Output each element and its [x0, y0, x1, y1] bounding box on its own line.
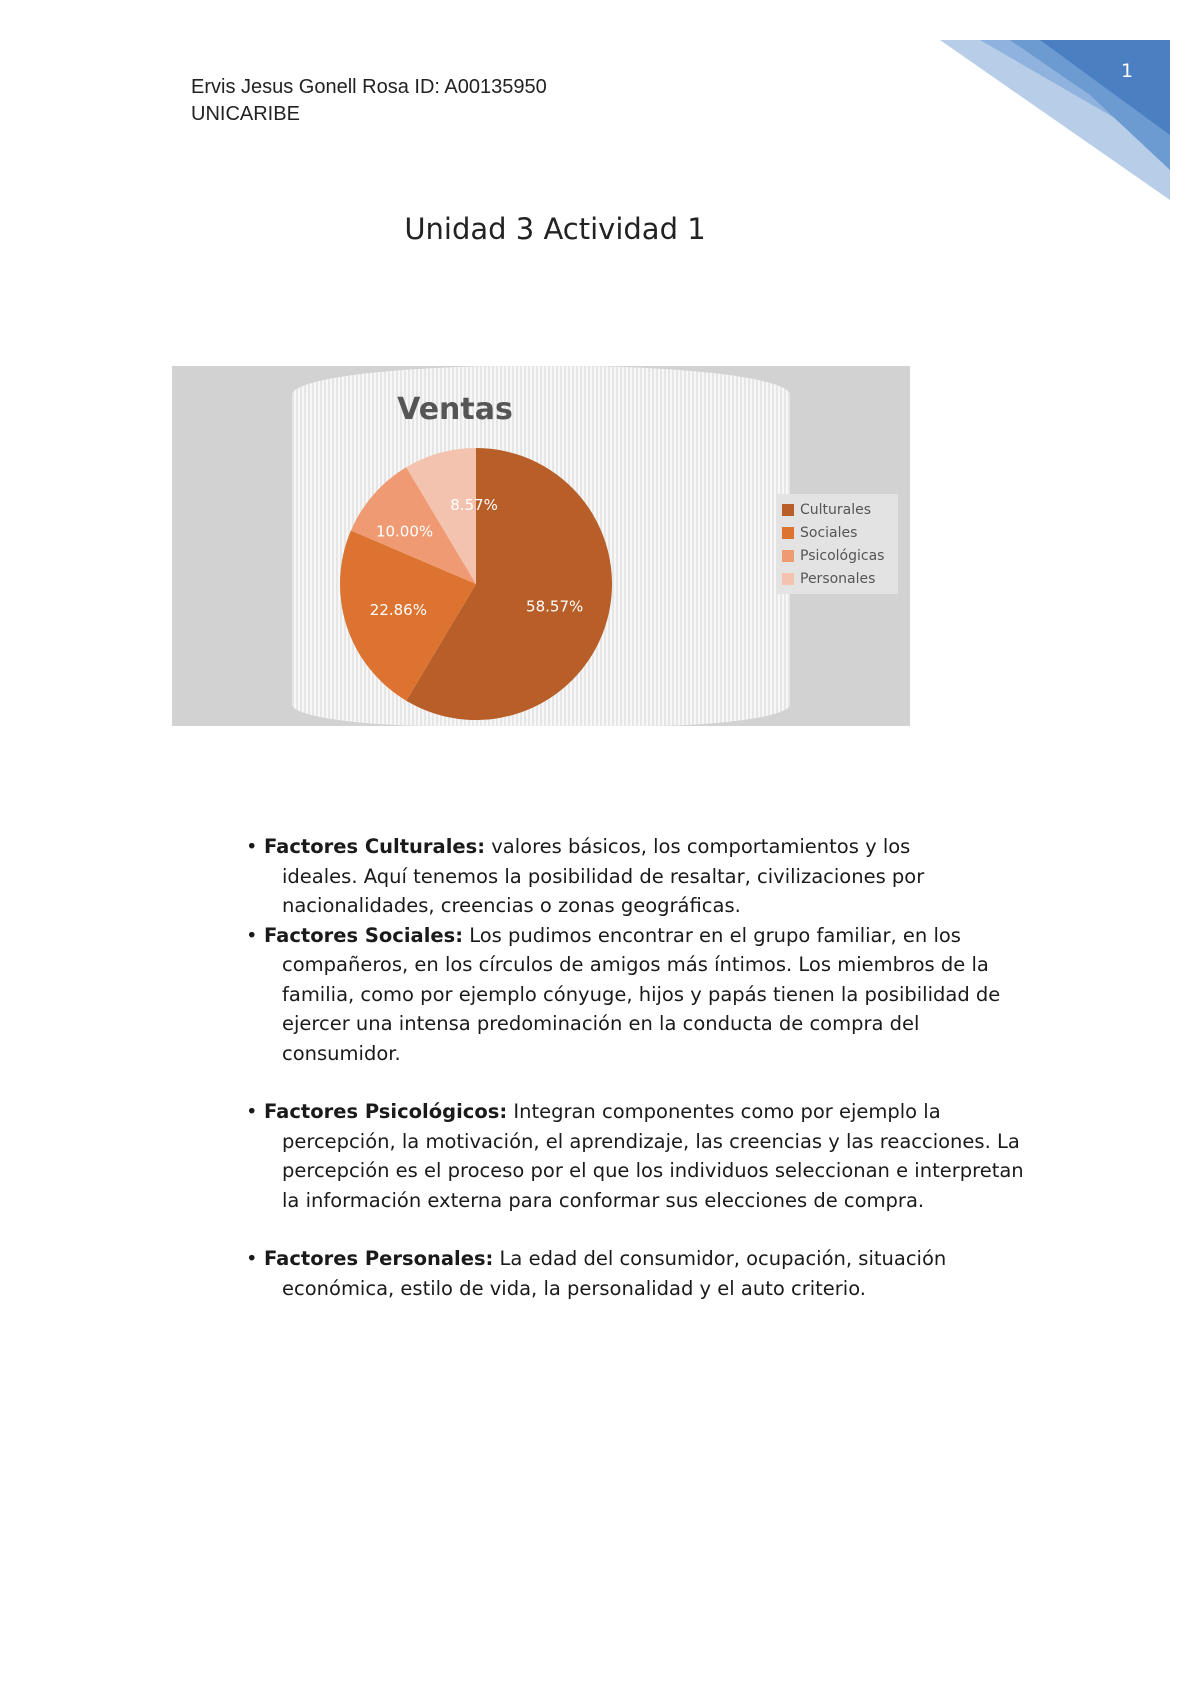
- chart-legend: [776, 494, 898, 594]
- legend-item: [782, 544, 892, 567]
- factor-item: [246, 921, 1048, 1069]
- bullet-icon: •: [246, 1100, 258, 1123]
- pie-chart: [172, 366, 910, 726]
- factor-term: Factores Psicológicos:: [264, 1100, 508, 1123]
- factor-text: ideales. Aquí tenemos la posibilidad de resaltar, civilizaciones por: [282, 864, 925, 888]
- document-header: [191, 74, 547, 128]
- pie-data-label: 8.57%: [450, 495, 498, 514]
- factor-text: familia, como por ejemplo cónyuge, hijos y papás tienen la posibilidad de: [282, 982, 1001, 1006]
- bullet-icon: •: [246, 923, 258, 947]
- page-number: 1: [1120, 60, 1134, 82]
- legend-item: [782, 521, 892, 544]
- legend-label: Culturales: [800, 501, 872, 518]
- legend-label: Psicológicas: [800, 547, 885, 564]
- factor-text: Integran componentes como por ejemplo la: [507, 1100, 941, 1123]
- factor-text: ejercer una intensa predominación en la conducta de compra del: [282, 1012, 920, 1035]
- bullet-icon: •: [246, 835, 258, 858]
- factor-text: nacionalidades, creencias o zonas geográficas.: [282, 894, 741, 917]
- factor-item: [246, 1244, 1048, 1303]
- legend-label: Sociales: [800, 524, 858, 541]
- factor-term: Factores Sociales:: [264, 923, 464, 947]
- pie-data-label: 10.00%: [375, 522, 434, 541]
- institution-line: UNICARIBE: [191, 103, 300, 125]
- legend-swatch: [782, 527, 794, 539]
- legend-label: Personales: [800, 570, 876, 587]
- factors-list: [228, 832, 1048, 1303]
- pie-data-label: 58.57%: [526, 597, 584, 616]
- pie-data-label: 22.86%: [369, 601, 427, 620]
- factor-text: percepción, la motivación, el aprendizaje, las creencias y las reacciones. La: [282, 1129, 1020, 1153]
- legend-swatch: [782, 504, 794, 516]
- factor-item: [246, 832, 1048, 921]
- factor-text: Los pudimos encontrar en el grupo familiar, en los: [463, 923, 961, 947]
- factor-text: consumidor.: [282, 1041, 401, 1065]
- factor-text: compañeros, en los círculos de amigos más íntimos. Los miembros de la: [282, 953, 989, 976]
- factor-text: La edad del consumidor, ocupación, situación: [493, 1247, 947, 1270]
- legend-item: [782, 498, 892, 521]
- factor-term: Factores Personales:: [264, 1247, 494, 1270]
- factor-item: [246, 1097, 1048, 1215]
- chart-title-text: Ventas: [397, 392, 513, 427]
- factor-text: la información externa para conformar sus elecciones de compra.: [282, 1188, 925, 1212]
- factor-term: Factores Culturales:: [264, 835, 486, 858]
- page-title: Unidad 3 Actividad 1: [404, 212, 706, 246]
- legend-swatch: [782, 573, 794, 585]
- factor-text: económica, estilo de vida, la personalidad y el auto criterio.: [282, 1276, 866, 1300]
- bullet-icon: •: [246, 1247, 258, 1270]
- factor-text: valores básicos, los comportamientos y los: [485, 835, 911, 858]
- legend-swatch: [782, 550, 794, 562]
- legend-item: [782, 567, 892, 590]
- author-line: Ervis Jesus Gonell Rosa ID: A00135950: [191, 76, 547, 98]
- factor-text: percepción es el proceso por el que los individuos seleccionan e interpretan: [282, 1159, 1024, 1182]
